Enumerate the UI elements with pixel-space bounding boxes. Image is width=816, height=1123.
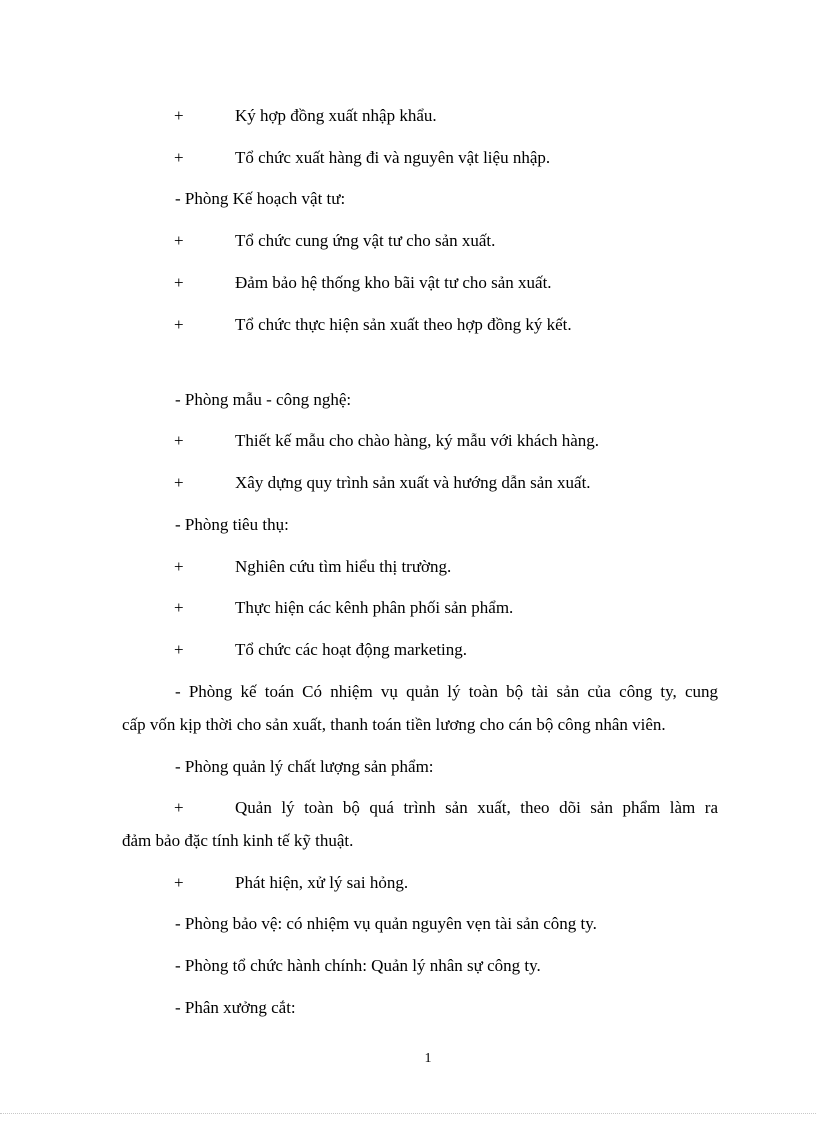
section-heading <box>0 912 816 936</box>
list-item <box>0 146 816 170</box>
section-heading-text: - Phân xưởng cắt: <box>175 998 296 1017</box>
section-heading-text: - Phòng tổ chức hành chính: Quản lý nhân sự công ty. <box>175 956 541 975</box>
list-item-text: Ký hợp đồng xuất nhập khẩu. <box>235 106 437 125</box>
list-item-text: Thực hiện các kênh phân phối sản phẩm. <box>235 598 514 617</box>
paragraph-line: - Phòng kế toán Có nhiệm vụ quản lý toàn bộ tài sản của công ty, cung <box>175 682 718 701</box>
bullet-plus: + <box>174 273 184 292</box>
paragraph <box>0 713 816 737</box>
list-item-text: Tổ chức xuất hàng đi và nguyên vật liệu nhập. <box>235 148 551 167</box>
paragraph <box>0 680 816 704</box>
list-item-text: Phát hiện, xử lý sai hỏng. <box>235 873 409 892</box>
section-heading-text: - Phòng Kế hoạch vật tư: <box>175 189 346 208</box>
list-item <box>0 638 816 662</box>
list-item <box>0 104 816 128</box>
section-heading-text: - Phòng quản lý chất lượng sản phẩm: <box>175 757 434 776</box>
list-item-text: Tổ chức các hoạt động marketing. <box>235 640 468 659</box>
list-item <box>0 271 816 295</box>
bullet-plus: + <box>174 473 184 492</box>
section-heading-text: - Phòng tiêu thụ: <box>175 515 289 534</box>
list-item <box>0 796 816 820</box>
list-item-text: Thiết kế mẫu cho chào hàng, ký mẫu với khách hàng. <box>235 431 599 450</box>
section-heading <box>0 187 816 211</box>
section-heading <box>0 513 816 537</box>
list-item <box>0 871 816 895</box>
list-item-text: Nghiên cứu tìm hiểu thị trường. <box>235 557 452 576</box>
bullet-plus: + <box>174 148 184 167</box>
bullet-plus: + <box>174 640 184 659</box>
section-heading-text: - Phòng mẫu - công nghệ: <box>175 390 352 409</box>
list-item <box>0 313 816 337</box>
paragraph-line: cấp vốn kịp thời cho sản xuất, thanh toán tiền lương cho cán bộ công nhân viên. <box>122 715 666 734</box>
list-item <box>0 471 816 495</box>
section-heading-text: - Phòng bảo vệ: có nhiệm vụ quản nguyên vẹn tài sản công ty. <box>175 914 597 933</box>
bullet-plus: + <box>174 873 184 892</box>
page-number: 1 <box>424 1051 432 1066</box>
section-heading <box>0 996 816 1020</box>
bullet-plus: + <box>174 106 184 125</box>
bullet-plus: + <box>174 798 184 817</box>
bullet-plus: + <box>174 431 184 450</box>
list-item-text: Quản lý toàn bộ quá trình sản xuất, theo dõi sản phẩm làm ra <box>235 798 718 817</box>
list-item-text: Tổ chức cung ứng vật tư cho sản xuất. <box>235 231 496 250</box>
bullet-plus: + <box>174 315 184 334</box>
list-item <box>0 555 816 579</box>
list-item-continuation <box>0 829 816 853</box>
list-item-text: Xây dựng quy trình sản xuất và hướng dẫn sản xuất. <box>235 473 591 492</box>
bullet-plus: + <box>174 598 184 617</box>
list-item <box>0 429 816 453</box>
list-item <box>0 596 816 620</box>
page-bottom-divider <box>0 1113 816 1114</box>
list-item-text: Đảm bảo hệ thống kho bãi vật tư cho sản xuất. <box>235 273 552 292</box>
section-heading <box>0 755 816 779</box>
bullet-plus: + <box>174 231 184 250</box>
list-item <box>0 229 816 253</box>
list-item-text: Tổ chức thực hiện sản xuất theo hợp đồng ký kết. <box>235 315 572 334</box>
section-heading <box>0 954 816 978</box>
bullet-plus: + <box>174 557 184 576</box>
list-item-text: đảm bảo đặc tính kinh tế kỹ thuật. <box>122 831 354 850</box>
section-heading <box>0 388 816 412</box>
